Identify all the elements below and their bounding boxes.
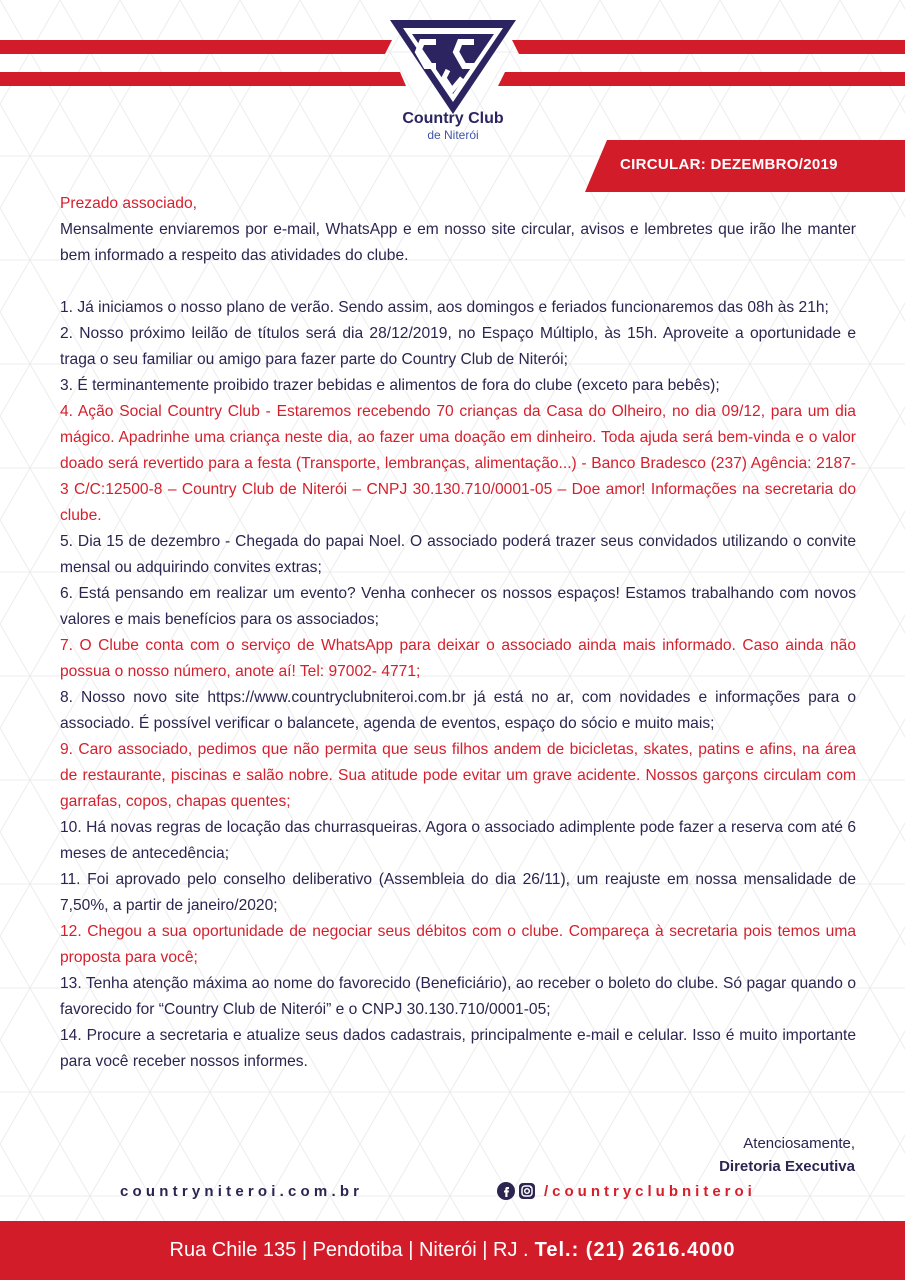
signature-department: Diretoria Executiva [719, 1158, 855, 1175]
social-handle[interactable]: /countryclubniteroi [544, 1182, 756, 1200]
circular-body [60, 191, 856, 1075]
instagram-icon[interactable] [518, 1182, 536, 1200]
footer-bar [0, 1221, 905, 1280]
list-item: 7. O Clube conta com o serviço de WhatsApp para deixar o associado ainda mais informado. Caso ainda não possua o nosso número, anote aí! Tel: 97002- 4771; [60, 637, 856, 680]
list-item: 14. Procure a secretaria e atualize seus dados cadastrais, principalmente e-mail e celular. Isso é muito importante para você receber nossos informes. [60, 1027, 856, 1070]
list-item: 12. Chegou a sua oportunidade de negociar seus débitos com o clube. Compareça à secretaria pois temos uma proposta para você; [60, 923, 856, 966]
list-item: 4. Ação Social Country Club - Estaremos recebendo 70 crianças da Casa do Olheiro, no dia 09/12, para um dia mágico. Apadrinhe uma criança neste dia, ao fazer uma doação em dinheiro. Toda ajuda será bem-vinda e o valor doado será revertido para a festa (Transporte, lembranças, alimentação...) - Banco Bradesco (237) Agência: 2187-3 C/C:12500-8 – Country Club de Niterói – CNPJ 30.130.710/0001-05 – Doe amor! Informações na secretaria do clube. [60, 403, 856, 524]
greeting: Prezado associado, [60, 195, 197, 212]
list-item: 1. Já iniciamos o nosso plano de verão. Sendo assim, aos domingos e feriados funcionaremos das 08h às 21h; [60, 299, 829, 316]
intro-text: Mensalmente enviaremos por e-mail, WhatsApp e em nosso site circular, avisos e lembretes que irão lhe manter bem informado a respeito das atividades do clube. [60, 221, 856, 264]
list-item: 3. É terminantemente proibido trazer bebidas e alimentos de fora do clube (exceto para bebês); [60, 377, 720, 394]
signature-closing: Atenciosamente, [743, 1135, 855, 1152]
list-item: 8. Nosso novo site https://www.countryclubniteroi.com.br já está no ar, com novidades e informações para o associado. É possível verificar o balancete, agenda de eventos, espaço do sócio e muito mais; [60, 689, 856, 732]
list-item: 6. Está pensando em realizar um evento? Venha conhecer os nossos espaços! Estamos trabalhando com novos valores e mais benefícios para os associados; [60, 585, 856, 628]
signature [719, 1132, 855, 1178]
logo-subtitle: de Niterói [427, 128, 479, 142]
footer-phone[interactable]: Tel.: (21) 2616.4000 [534, 1239, 736, 1261]
list-item: 10. Há novas regras de locação das churrasqueiras. Agora o associado adimplente pode fazer a reserva com até 6 meses de antecedência; [60, 819, 856, 862]
footer-website[interactable]: countryniteroi.com.br [120, 1183, 364, 1200]
list-item: 11. Foi aprovado pelo conselho deliberativo (Assembleia do dia 26/11), um reajuste em nossa mensalidade de 7,50%, a partir de janeiro/2020; [60, 871, 856, 914]
list-item: 9. Caro associado, pedimos que não permita que seus filhos andem de bicicletas, skates, patins e afins, na área de restaurante, piscinas e salão nobre. Sua atitude pode evitar um grave acidente. Nossos garçons circulam com garrafas, copos, chapas quentes; [60, 741, 856, 810]
list-item: 2. Nosso próximo leilão de títulos será dia 28/12/2019, no Espaço Múltiplo, às 15h. Aproveite a oportunidade e traga o seu familiar ou amigo para fazer parte do Country Club de Niterói; [60, 325, 856, 368]
circular-title: CIRCULAR: DEZEMBRO/2019 [620, 156, 838, 173]
footer-address: Rua Chile 135 | Pendotiba | Niterói | RJ . [169, 1239, 529, 1261]
social-links [497, 1182, 756, 1200]
list-item: 13. Tenha atenção máxima ao nome do favorecido (Beneficiário), ao receber o boleto do clube. Só pagar quando o favorecido for “Country Club de Niterói” e o CNPJ 30.130.710/0001-05; [60, 975, 856, 1018]
list-item: 5. Dia 15 de dezembro - Chegada do papai Noel. O associado poderá trazer seus convidados utilizando o convite mensal ou adquirindo convites extras; [60, 533, 856, 576]
logo-title: Country Club [402, 110, 504, 127]
facebook-icon[interactable] [497, 1182, 515, 1200]
